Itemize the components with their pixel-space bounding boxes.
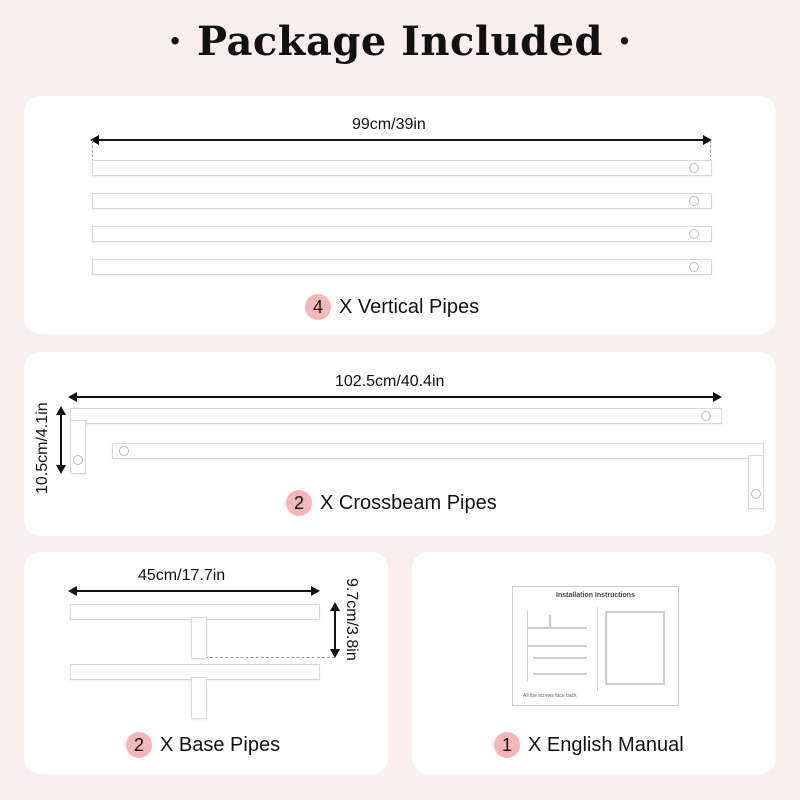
crossbeam-width-dimension — [70, 396, 720, 398]
vertical-pipe — [92, 226, 712, 242]
manual-diagram — [527, 645, 587, 647]
manual-heading: Installation Instructions — [556, 592, 635, 599]
crossbeam-pipe — [112, 443, 764, 459]
crossbeam-leg — [70, 420, 86, 474]
crossbeam-width-label: 102.5cm/40.4in — [335, 373, 445, 390]
page-title: · Package Included · — [168, 18, 632, 65]
base-height-dimension — [334, 604, 336, 656]
vertical-pipe — [92, 193, 712, 209]
caption-text: X Vertical Pipes — [339, 295, 480, 318]
screw-hole-icon — [689, 196, 699, 206]
vertical-width-dimension — [92, 139, 710, 141]
crossbeam-height-label: 10.5cm/4.1in — [34, 402, 51, 494]
caption-text: X Crossbeam Pipes — [320, 491, 497, 514]
manual-image — [512, 586, 679, 706]
manual-caption — [494, 732, 684, 758]
manual-diagram — [663, 611, 665, 685]
manual-diagram — [605, 611, 665, 613]
manual-diagram — [527, 627, 587, 629]
base-stem — [191, 677, 207, 719]
vertical-pipe — [92, 259, 712, 275]
base-pipes-caption — [126, 732, 280, 758]
dimension-guide — [710, 140, 711, 162]
screw-hole-icon — [73, 455, 83, 465]
manual-diagram — [597, 607, 598, 691]
manual-footnote: All the screws face back — [523, 693, 577, 699]
crossbeam-pipe — [70, 408, 722, 424]
vertical-width-label: 99cm/39in — [352, 116, 426, 133]
base-width-label: 45cm/17.7in — [138, 567, 226, 584]
vertical-pipes-caption — [305, 294, 479, 320]
crossbeam-leg — [748, 455, 764, 509]
count-badge: 4 — [305, 294, 331, 320]
screw-hole-icon — [701, 411, 711, 421]
caption-text: X Base Pipes — [160, 733, 281, 756]
screw-hole-icon — [119, 446, 129, 456]
manual-diagram — [605, 611, 607, 685]
base-stem — [191, 617, 207, 659]
screw-hole-icon — [689, 262, 699, 272]
screw-hole-icon — [689, 229, 699, 239]
manual-diagram — [605, 683, 665, 685]
base-width-dimension — [70, 590, 318, 592]
caption-text: X English Manual — [528, 733, 684, 756]
dimension-guide — [92, 140, 93, 162]
screw-hole-icon — [751, 489, 761, 499]
screw-hole-icon — [689, 163, 699, 173]
crossbeam-height-dimension — [60, 408, 62, 472]
count-badge: 2 — [286, 490, 312, 516]
count-badge: 1 — [494, 732, 520, 758]
crossbeam-pipes-caption — [286, 490, 497, 516]
count-badge: 2 — [126, 732, 152, 758]
vertical-pipe — [92, 160, 712, 176]
dimension-guide — [205, 657, 335, 658]
manual-diagram — [533, 673, 587, 675]
base-height-label: 9.7cm/3.8in — [343, 578, 360, 661]
manual-diagram — [533, 657, 587, 659]
manual-diagram — [549, 615, 551, 629]
